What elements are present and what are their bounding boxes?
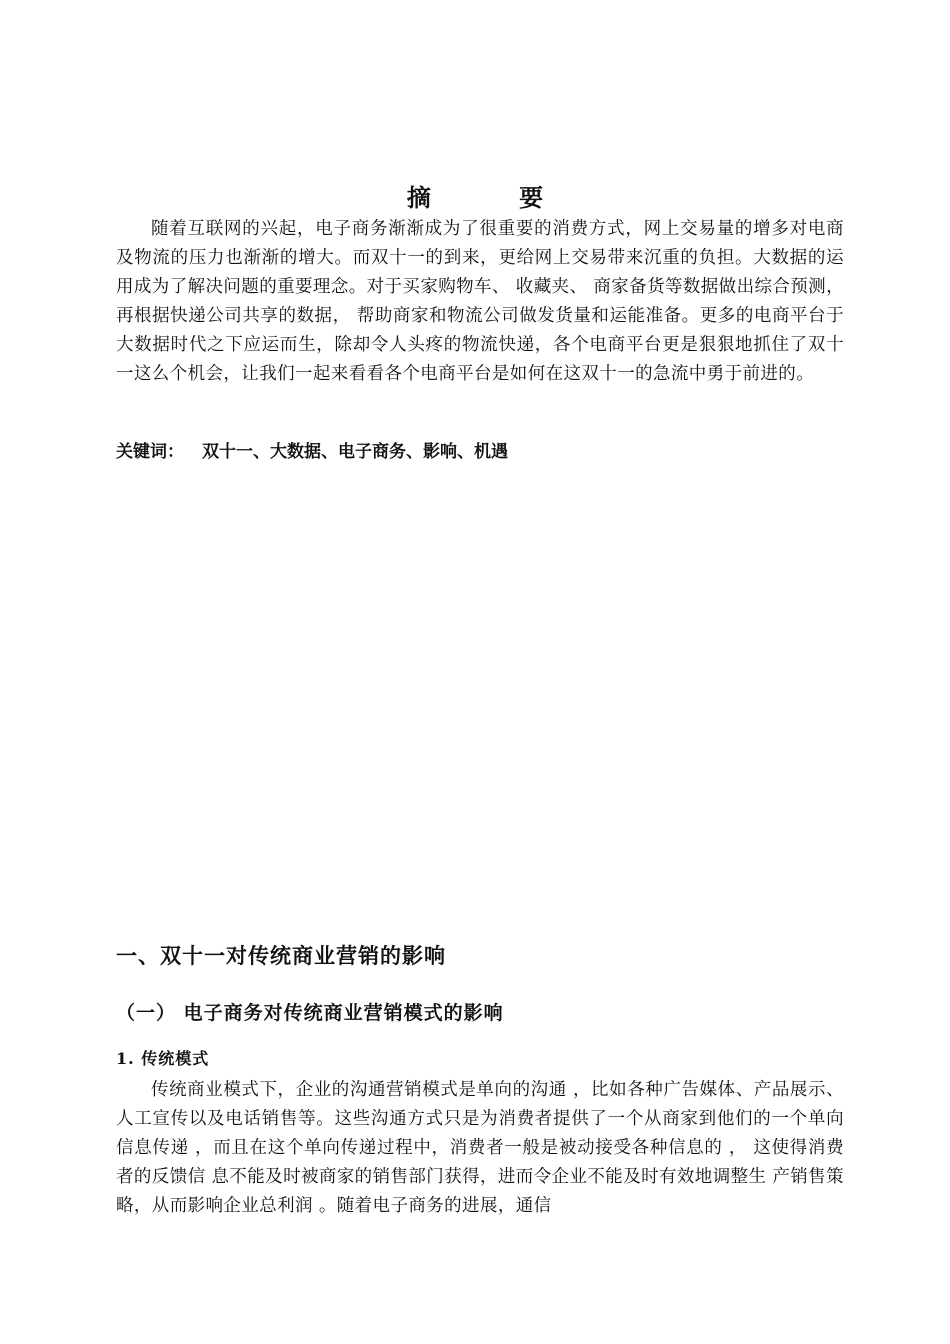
keywords-label: 关键词： [116,442,184,462]
section-heading: 一、双十一对传统商业营销的影响 [116,943,446,968]
section-subsubheading: 1. 传统模式 [116,1049,210,1068]
abstract-paragraph: 随着互联网的兴起，电子商务渐渐成为了很重要的消费方式，网上交易量的增多对电商及物流的压力也渐渐的增大。而双十一的到来，更给网上交易带来沉重的负担。大数据的运用成为了解决问题的重要理念。对于买家购物车、 收藏夹、 商家备货等数据做出综合预测， 再根据快递公司共享的数据， 帮助商家和物流公司做发货量和运能准备。更多的电商平台于大数据时代之下应运而生，除却令人头疼的物流快递，各个电商平台更是狠狠地抓住了双十一这么个机会，让我们一起来看看各个电商平台是如何在这双十一的急流中勇于前进的。 [116,219,844,384]
section-body-paragraph: 传统商业模式下，企业的沟通营销模式是单向的沟通 ，比如各种广告媒体、产品展示、人工宣传以及电话销售等。这些沟通方式只是为消费者提供了一个从商家到他们的一个单向信息传递 ，而且在这个单向传递过程中，消费者一般是被动接受各种信息的 ， 这使得消费者的反馈信 息不能及时被商家的销售部门获得，进而令企业不能及时有效地调整生 产销售策略，从而影响企业总利润 。随着电子商务的进展，通信 [116,1080,844,1216]
keywords-line [116,438,844,466]
keywords-value: 双十一、大数据、电子商务、影响、机遇 [202,442,508,462]
section-subheading: （一） 电子商务对传统商业营销模式的影响 [116,1002,504,1024]
abstract-title: 摘 要 [406,183,584,212]
